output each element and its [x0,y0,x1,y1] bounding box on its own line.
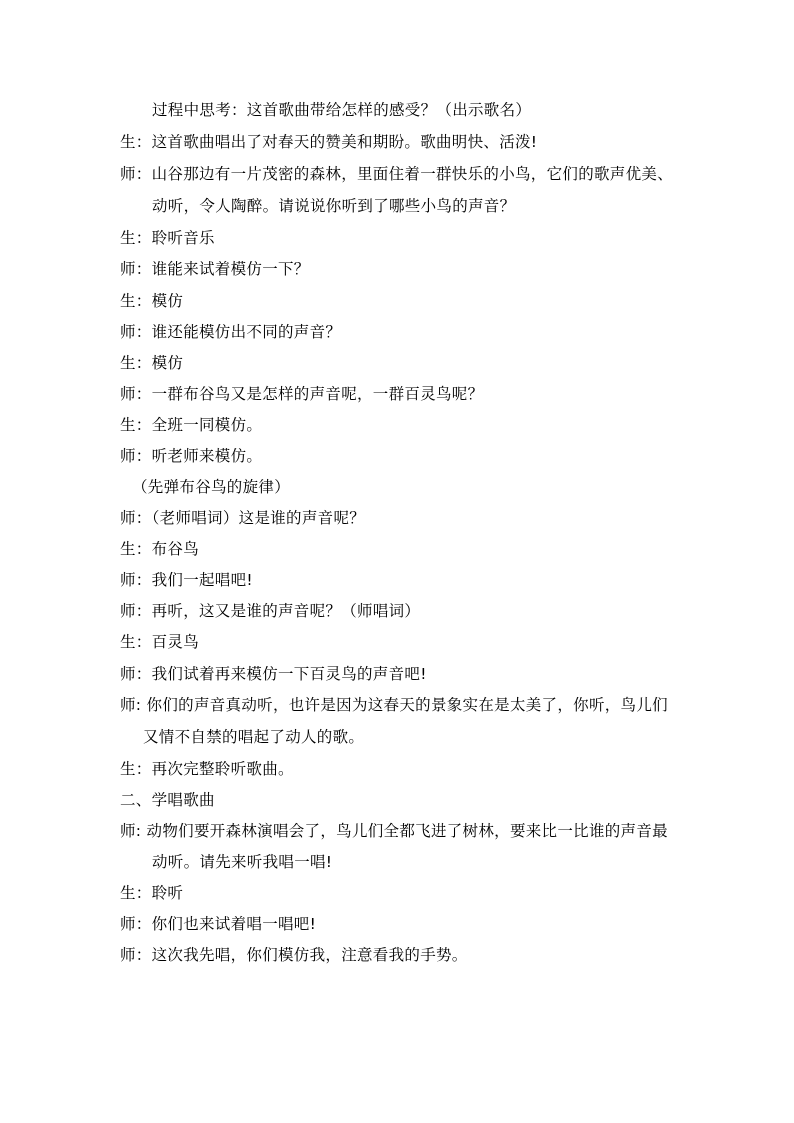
section-heading: 二、学唱歌曲 [120,791,215,809]
text-line: 师：再听，这又是谁的声音呢？（师唱词） [120,602,421,620]
text-line: 生：再次完整聆听歌曲。 [120,760,294,778]
text-line: 师：（老师唱词）这是谁的声音呢？ [120,509,366,527]
text-line: 师：听老师来模仿。 [120,447,263,465]
text-line: 师: 你们的声音真动听，也许是因为这春天的景象实在是太美了，你听，鸟儿们 [120,696,668,714]
text-line: 生：全班一同模仿。 [120,416,263,434]
text-line: 生：模仿 [120,292,184,310]
text-line: 师：我们一起唱吧! [120,571,253,589]
text-line: 师：谁能来试着模仿一下？ [120,260,310,278]
text-line: （先弹布谷鸟的旋律） [132,478,291,496]
text-line: 生：布谷鸟 [120,540,200,558]
text-line: 生：这首歌曲唱出了对春天的赞美和期盼。歌曲明快、活泼! [120,133,538,151]
text-line: 生：模仿 [120,354,184,372]
text-line: 师：这次我先唱，你们模仿我，注意看我的手势。 [120,946,468,964]
text-line: 动听，令人陶醉。请说说你听到了哪些小鸟的声音？ [152,197,516,215]
text-line: 过程中思考：这首歌曲带给怎样的感受？（出示歌名） [152,101,532,119]
text-line: 师：我们试着再来模仿一下百灵鸟的声音吧! [120,665,427,683]
text-line: 师：一群布谷鸟又是怎样的声音呢，一群百灵鸟呢？ [120,385,484,403]
text-line: 又情不自禁的唱起了动人的歌。 [143,728,365,746]
text-line: 师：你们也来试着唱一唱吧! [120,915,317,933]
text-line: 师：谁还能模仿出不同的声音？ [120,323,342,341]
text-line: 生：百灵鸟 [120,633,200,651]
text-line: 生：聆听 [120,884,184,902]
text-line: 师：山谷那边有一片茂密的森林，里面住着一群快乐的小鸟，它们的歌声优美、 [120,165,674,183]
text-line: 师: 动物们要开森林演唱会了，鸟儿们全都飞进了树林，要来比一比谁的声音最 [120,822,668,840]
text-line: 动听。请先来听我唱一唱! [152,853,333,871]
text-line: 生：聆听音乐 [120,229,215,247]
